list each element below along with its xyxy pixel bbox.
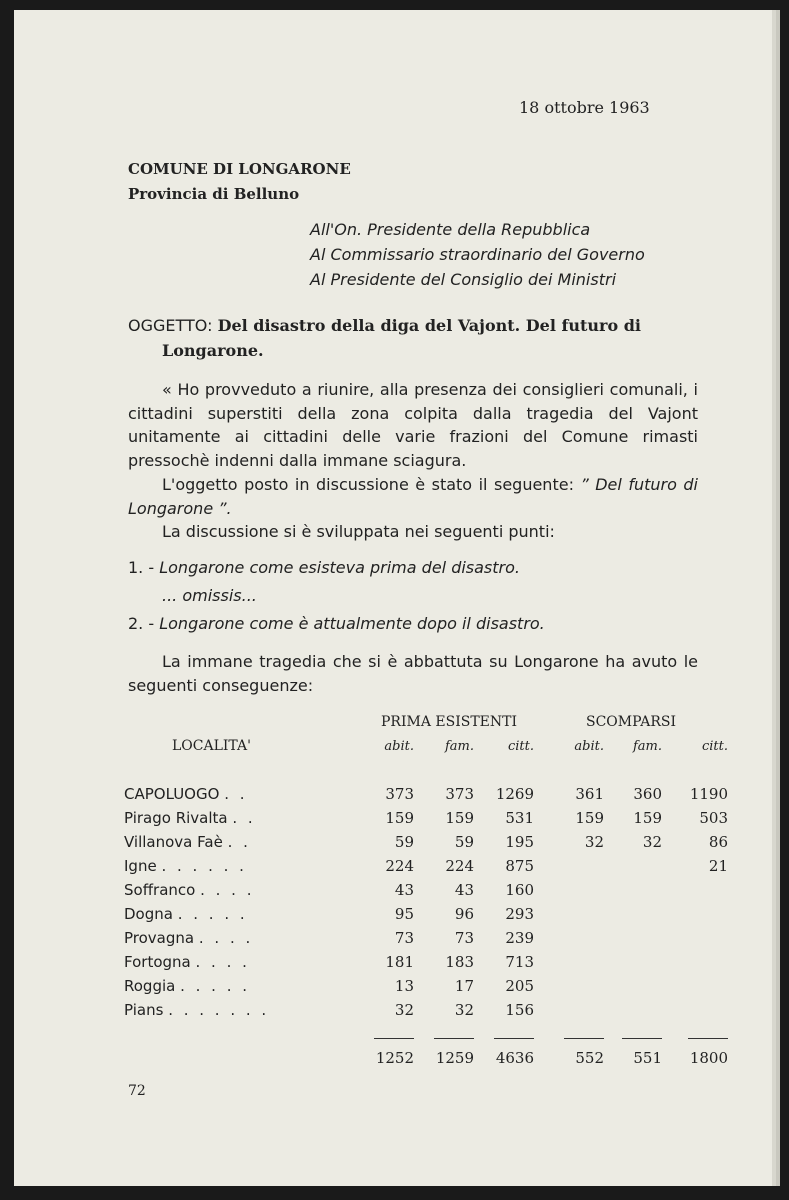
total-rule [124, 1022, 728, 1046]
table-cell: 43 [454, 881, 474, 899]
table-sub-header [124, 734, 728, 758]
table-row [124, 950, 728, 974]
table-cell [604, 902, 662, 926]
col-header: fam. [632, 738, 662, 754]
row-label: Pirago Rivalta . . [124, 809, 256, 827]
col-header: abit. [574, 738, 604, 754]
table-cell [604, 998, 662, 1022]
table-cell: 59 [394, 833, 414, 851]
table-cell [534, 974, 604, 998]
table-cell [662, 902, 728, 926]
table-row [124, 878, 728, 902]
table-cell: 32 [642, 833, 662, 851]
table-row [124, 902, 728, 926]
col-header: citt. [507, 738, 534, 754]
total-cell: 1252 [375, 1049, 414, 1067]
table-cell: 239 [505, 929, 534, 947]
table-cell: 95 [394, 905, 414, 923]
table-cell: 373 [385, 785, 414, 803]
sender-province: Provincia di Belluno [128, 185, 300, 203]
list-item-2: 2. - Longarone come è attualmente dopo il disastro. [128, 614, 545, 633]
total-cell: 551 [633, 1049, 662, 1067]
table-cell: 32 [584, 833, 604, 851]
paragraph-2: L'oggetto posto in discussione è stato il seguente: ” Del futuro di Longarone ”. [128, 474, 699, 518]
group-header-prima: PRIMA ESISTENTI [381, 714, 517, 730]
table-cell [534, 878, 604, 902]
table-row [124, 782, 728, 806]
list-item-1: 1. - Longarone come esisteva prima del disastro. [128, 558, 520, 577]
table-cell: 73 [454, 929, 474, 947]
table-cell [604, 950, 662, 974]
paragraph-4: La immane tragedia che si è abbattuta su Longarone ha avuto le seguenti conseguenze: [128, 652, 698, 695]
addressee-2: Al Commissario straordinario del Governo [310, 245, 645, 264]
table-cell: 159 [385, 809, 414, 827]
table-row [124, 830, 728, 854]
total-cell: 1800 [689, 1049, 728, 1067]
table-cell: 73 [394, 929, 414, 947]
row-label: Roggia . . . . . [124, 977, 251, 995]
addressee-1: All'On. Presidente della Repubblica [310, 220, 591, 239]
subject-continuation: Longarone. [162, 341, 264, 360]
table-cell [662, 998, 728, 1022]
table-cell: 86 [708, 833, 728, 851]
table-cell: 21 [708, 857, 728, 875]
table-cell: 181 [385, 953, 414, 971]
row-label: Provagna . . . . [124, 929, 254, 947]
table-cell [534, 950, 604, 974]
sender-name: COMUNE DI LONGARONE [128, 160, 351, 178]
table-cell: 373 [445, 785, 474, 803]
total-cell: 1259 [435, 1049, 474, 1067]
table-cell: 361 [575, 785, 604, 803]
table-cell: 32 [454, 1001, 474, 1019]
table-cell: 183 [445, 953, 474, 971]
table-cell: 59 [454, 833, 474, 851]
page-number: 72 [128, 1083, 146, 1099]
body-text [128, 378, 698, 544]
table-row [124, 854, 728, 878]
table-cell [534, 998, 604, 1022]
table-cell: 875 [505, 857, 534, 875]
table-cell: 13 [394, 977, 414, 995]
table-cell: 32 [394, 1001, 414, 1019]
table-cell [662, 878, 728, 902]
omissis-text: ... omissis... [162, 586, 257, 605]
table-cell: 360 [633, 785, 662, 803]
subject-line [128, 316, 641, 335]
table-cell [604, 926, 662, 950]
row-label: Soffranco . . . . [124, 881, 255, 899]
table-cell: 160 [505, 881, 534, 899]
row-label: Pians . . . . . . . [124, 1001, 270, 1019]
table-cell [534, 926, 604, 950]
table-cell: 713 [505, 953, 534, 971]
table-cell: 1269 [495, 785, 534, 803]
row-label: CAPOLUOGO . . [124, 785, 248, 803]
table-row [124, 998, 728, 1022]
table-row [124, 926, 728, 950]
table-totals-row [124, 1046, 728, 1070]
table-cell: 224 [445, 857, 474, 875]
total-cell: 552 [575, 1049, 604, 1067]
table-cell [662, 926, 728, 950]
table-cell: 503 [699, 809, 728, 827]
table-cell [604, 854, 662, 878]
total-cell: 4636 [495, 1049, 534, 1067]
group-header-scomparsi: SCOMPARSI [585, 714, 677, 730]
table-cell [604, 878, 662, 902]
table-row [124, 806, 728, 830]
row-label: Dogna . . . . . [124, 905, 248, 923]
letter-date: 18 ottobre 1963 [519, 98, 650, 117]
table-cell: 17 [454, 977, 474, 995]
table-cell: 205 [505, 977, 534, 995]
table-cell [534, 902, 604, 926]
addressee-3: Al Presidente del Consiglio dei Ministri [310, 270, 617, 289]
table-cell: 159 [445, 809, 474, 827]
subject-label: OGGETTO: [128, 316, 213, 335]
col-header: citt. [701, 738, 728, 754]
table-cell: 156 [505, 1001, 534, 1019]
col-header: abit. [384, 738, 414, 754]
table-cell: 1190 [689, 785, 728, 803]
col-header-localita: LOCALITA' [172, 738, 251, 754]
table-row [124, 974, 728, 998]
table-group-header [124, 710, 728, 734]
table-cell [662, 974, 728, 998]
table-cell: 43 [394, 881, 414, 899]
col-header: fam. [444, 738, 474, 754]
casualties-table [124, 710, 728, 1070]
table-cell [662, 950, 728, 974]
row-label: Villanova Faè . . [124, 833, 251, 851]
table-cell: 195 [505, 833, 534, 851]
table-cell: 159 [633, 809, 662, 827]
subject-text: Del disastro della diga del Vajont. Del futuro di [217, 316, 641, 335]
row-label: Fortogna . . . . [124, 953, 250, 971]
row-label: Igne . . . . . . [124, 857, 247, 875]
table-cell: 96 [454, 905, 474, 923]
paragraph-1: « Ho provveduto a riunire, alla presenza dei consiglieri comunali, i cittadini superstiti della zona colpita dalla tragedia del Vajont unitamente ai cittadini delle varie frazioni del Comune rimasti pressochè indenni dalla immane sciagura. [128, 380, 698, 471]
table-cell [604, 974, 662, 998]
table-cell: 159 [575, 809, 604, 827]
table-cell: 531 [505, 809, 534, 827]
table-cell: 293 [505, 905, 534, 923]
table-cell: 224 [385, 857, 414, 875]
table-cell [534, 854, 604, 878]
document-page [14, 10, 772, 1186]
paragraph-3: La discussione si è sviluppata nei seguenti punti: [162, 522, 555, 542]
